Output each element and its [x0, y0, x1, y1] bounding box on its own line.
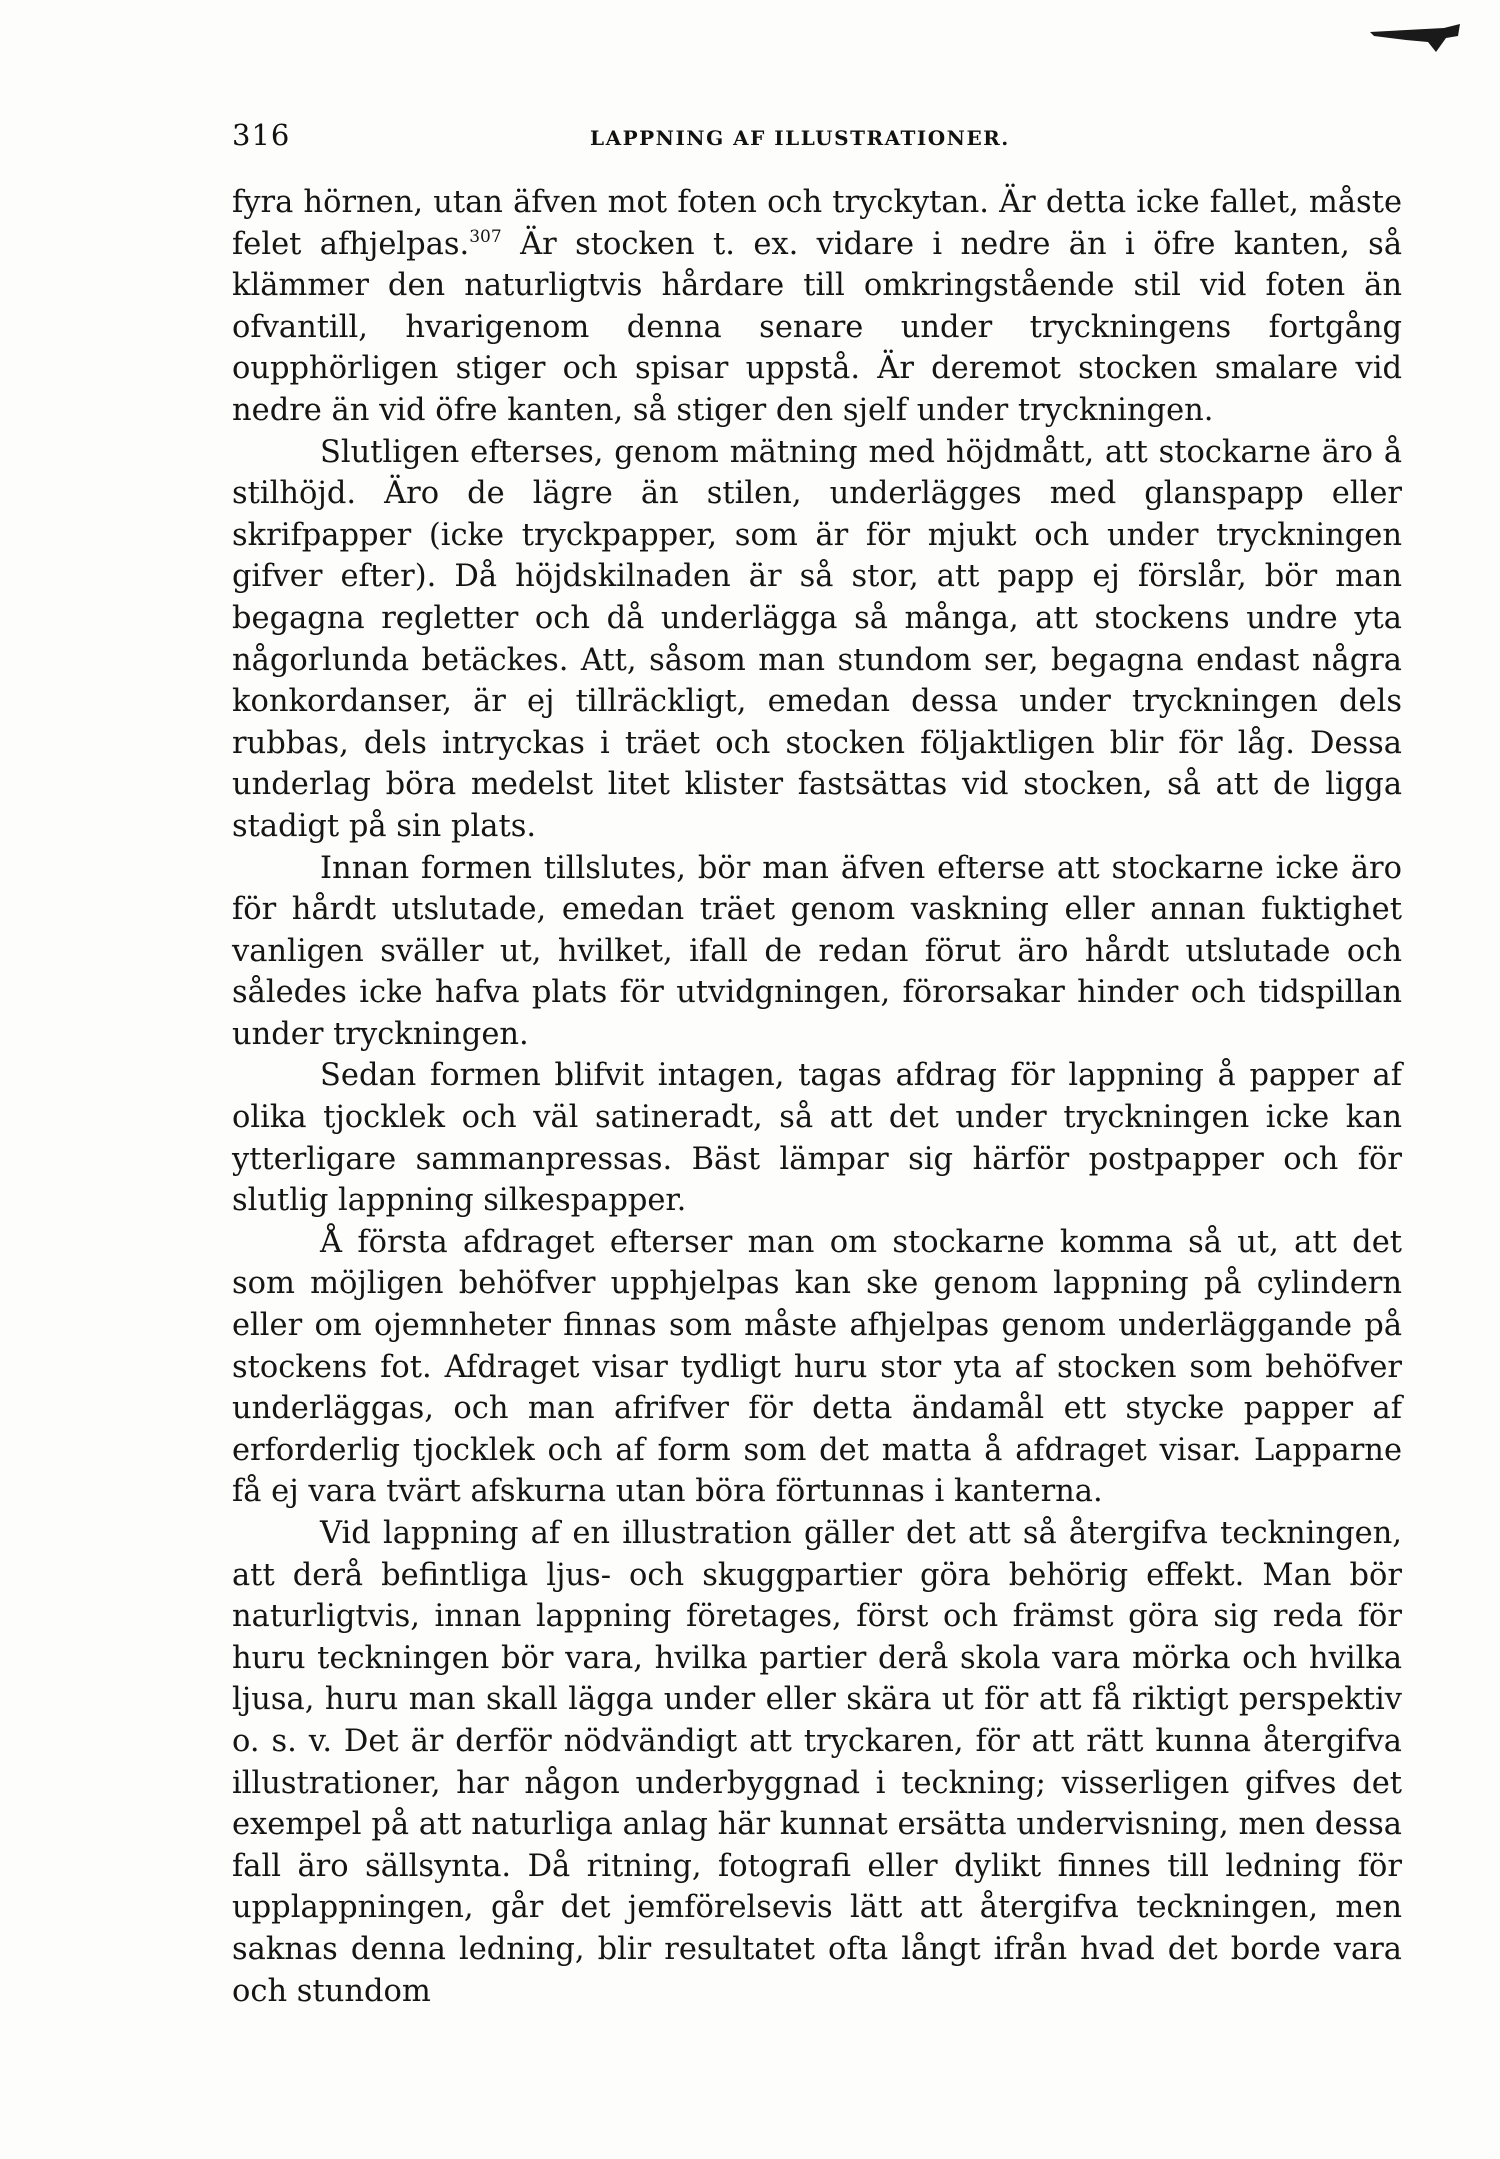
paragraph-text: fyra hörnen, utan äfven mot foten och tryckytan. Är detta icke fallet, måste felet afhjelpas. — [232, 185, 1402, 262]
paragraph: Vid lappning af en illustration gäller det att så återgifva teckningen, att derå befintliga ljus- och skuggpartier göra behörig effekt. Man bör naturligtvis, innan lappning företages, först och främst göra sig reda för huru teckningen bör vara, hvilka partier derå skola vara mörka och hvilka ljusa, huru man skall lägga under eller skära ut för att få riktigt perspektiv o. s. v. Det är derför nödvändigt att tryckaren, för att rätt kunna återgifva illustrationer, har någon underbyggnad i teckning; visserligen gifves det exempel på att naturliga anlag här kunnat ersätta undervisning, men dessa fall äro sällsynta. Då ritning, fotografi eller dylikt finnes till ledning för upplappningen, går det jemförelsevis lätt att återgifva teckningen, men saknas denna ledning, blir resultatet ofta långt ifrån hvad det borde vara och stundom — [232, 1516, 1402, 2009]
running-head: LAPPNING AF ILLUSTRATIONER. — [590, 126, 1010, 150]
ink-blot-mark — [1366, 22, 1462, 58]
paragraph-text: Är stocken t. ex. vidare i nedre än i öfre kanten, så klämmer den naturligtvis hårdare till omkringstående stil vid foten än ofvantill, hvarigenom denna senare under tryckningens fortgång oupphörligen stiger och spisar uppstå. Är deremot stocken smalare vid nedre än vid öfre kanten, så stiger den sjelf under tryckningen. — [232, 226, 1403, 428]
margin-reference: 307 — [469, 226, 502, 247]
paragraph: Innan formen tillslutes, bör man äfven efterse att stockarne icke äro för hårdt utslutade, emedan träet genom vaskning eller annan fuktighet vanligen sväller ut, hvilket, ifall de redan förut äro hårdt utslutade och således icke hafva plats för utvidgningen, förorsakar hinder och tidspillan under tryckningen. — [232, 850, 1402, 1052]
page-header — [232, 118, 1402, 158]
paragraph: Å första afdraget efterser man om stockarne komma så ut, att det som möjligen behöfver upphjelpas kan ske genom lappning på cylindern eller om ojemnheter finnas som måste afhjelpas genom underläggande på stockens fot. Afdraget visar tydligt huru stor yta af stocken som behöfver underläggas, och man afrifver för detta ändamål ett stycke papper af erforderlig tjocklek och af form som det matta å afdraget visar. Lapparne få ej vara tvärt afskurna utan böra förtunnas i kanterna. — [232, 1224, 1402, 1510]
paragraph-continued — [232, 182, 1402, 432]
paragraph: Slutligen efterses, genom mätning med höjdmått, att stockarne äro å stilhöjd. Äro de lägre än stilen, underlägges med glanspapp eller skrifpapper (icke tryckpapper, som är för mjukt och under tryckningen gifver efter). Då höjdskilnaden är så stor, att papp ej förslår, bör man begagna regletter och då underlägga så många, att stockens undre yta någorlunda betäckes. Att, såsom man stundom ser, begagna endast några konkordanser, är ej tillräckligt, emedan dessa under tryckningen dels rubbas, dels intryckas i träet och stocken följaktligen blir för låg. Dessa underlag böra medelst litet klister fastsättas vid stocken, så att de ligga stadigt på sin plats. — [232, 434, 1402, 844]
body-text — [232, 182, 1402, 2012]
page-number: 316 — [232, 118, 291, 152]
paragraph: Sedan formen blifvit intagen, tagas afdrag för lappning å papper af olika tjocklek och väl satineradt, så att det under tryckningen icke kan ytterligare sammanpressas. Bäst lämpar sig härför postpapper och för slutlig lappning silkespapper. — [232, 1058, 1402, 1219]
